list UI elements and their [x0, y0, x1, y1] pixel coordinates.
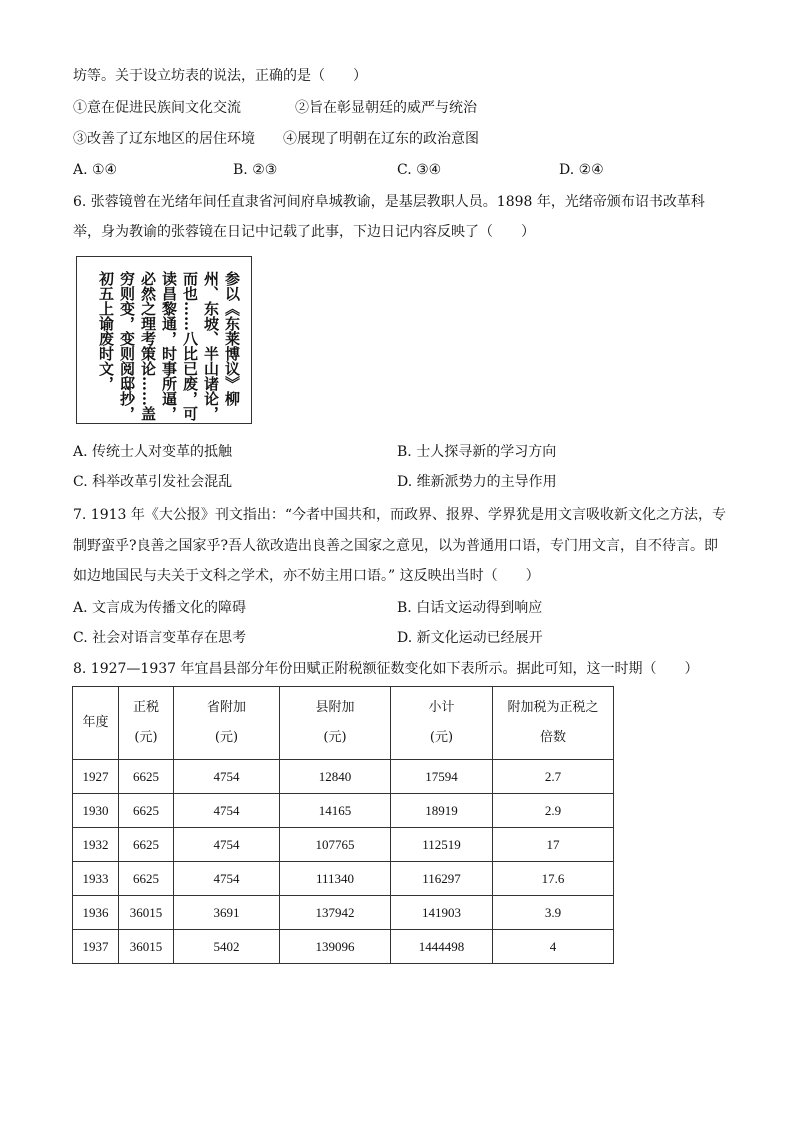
cell-ratio: 2.7	[493, 760, 614, 794]
q7-option-a: A. 文言成为传播文化的障碍	[73, 600, 247, 616]
table-row	[73, 794, 614, 828]
cell-county: 12840	[280, 760, 391, 794]
q6-option-a: A. 传统士人对变革的抵触	[73, 444, 233, 460]
cell-main-tax: 6625	[119, 828, 174, 862]
table-row	[73, 930, 614, 964]
cell-provincial: 4754	[174, 760, 280, 794]
header-main-tax: 正税 (元)	[119, 687, 174, 760]
cell-subtotal: 17594	[391, 760, 493, 794]
q5-option-d: D. ②④	[559, 162, 604, 178]
q7-stem-line-3: 如边地国民与夫关于文科之学术，亦不妨主用口语。” 这反映出当时（ ）	[73, 568, 540, 584]
cell-provincial: 3691	[174, 896, 280, 930]
q6-option-d: D. 维新派势力的主导作用	[397, 474, 557, 490]
header-year: 年度	[73, 687, 119, 760]
q5-item-4: ④展现了明朝在辽东的政治意图	[283, 131, 479, 147]
cell-ratio: 4	[493, 930, 614, 964]
q5-item-2: ②旨在彰显朝廷的威严与统治	[295, 100, 477, 116]
excerpt-column-1: 参以《东莱博议》柳	[223, 271, 241, 406]
cell-county: 137942	[280, 896, 391, 930]
q6-option-b: B. 士人探寻新的学习方向	[397, 444, 557, 460]
cell-ratio: 2.9	[493, 794, 614, 828]
cell-subtotal: 18919	[391, 794, 493, 828]
q7-option-b: B. 白话文运动得到响应	[397, 600, 543, 616]
cell-ratio: 3.9	[493, 896, 614, 930]
cell-year: 1936	[73, 896, 119, 930]
q5-option-a: A. ①④	[73, 162, 118, 178]
cell-subtotal: 1444498	[391, 930, 493, 964]
cell-county: 111340	[280, 862, 391, 896]
cell-main-tax: 36015	[119, 930, 174, 964]
excerpt-column-6: 穷则变，变则阅邸抄，	[118, 271, 136, 421]
q5-item-1: ①意在促进民族间文化交流	[73, 100, 241, 116]
tax-table	[72, 686, 614, 964]
q5-stem: 坊等。关于设立坊表的说法，正确的是（ ）	[73, 68, 367, 84]
cell-county: 107765	[280, 828, 391, 862]
q5-item-3: ③改善了辽东地区的居住环境	[73, 131, 255, 147]
q7-option-c: C. 社会对语言变革存在思考	[73, 630, 247, 646]
excerpt-column-3: 而也……八比已废，可	[181, 271, 199, 421]
cell-year: 1930	[73, 794, 119, 828]
q7-option-d: D. 新文化运动已经展开	[397, 630, 543, 646]
cell-subtotal: 116297	[391, 862, 493, 896]
cell-year: 1933	[73, 862, 119, 896]
cell-ratio: 17.6	[493, 862, 614, 896]
cell-provincial: 4754	[174, 794, 280, 828]
cell-county: 139096	[280, 930, 391, 964]
q5-option-c: C. ③④	[397, 162, 442, 178]
diary-excerpt-box	[76, 256, 252, 424]
cell-main-tax: 6625	[119, 862, 174, 896]
cell-year: 1937	[73, 930, 119, 964]
header-subtotal: 小计 (元)	[391, 687, 493, 760]
q7-stem-line-1: 7. 1913 年《大公报》刊文指出：“今者中国共和，而政界、报界、学界犹是用文言吸收新文化之方法，专	[73, 507, 727, 523]
cell-main-tax: 6625	[119, 760, 174, 794]
header-provincial-surcharge: 省附加 (元)	[174, 687, 280, 760]
q6-option-c: C. 科举改革引发社会混乱	[73, 474, 233, 490]
cell-provincial: 4754	[174, 862, 280, 896]
q7-stem-line-2: 制野蛮乎?良善之国家乎?吾人欲改造出良善之国家之意见，以为普通用口语，专门用文言，自不待言。即	[73, 538, 719, 554]
cell-year: 1927	[73, 760, 119, 794]
cell-main-tax: 6625	[119, 794, 174, 828]
excerpt-column-7: 初五上谕废时文，	[97, 271, 115, 391]
table-row	[73, 828, 614, 862]
table-row	[73, 760, 614, 794]
cell-year: 1932	[73, 828, 119, 862]
q5-option-b: B. ②③	[233, 162, 278, 178]
cell-main-tax: 36015	[119, 896, 174, 930]
excerpt-column-4: 读昌黎通，时事所逼，	[160, 271, 178, 421]
table-header-row	[73, 687, 614, 760]
cell-county: 14165	[280, 794, 391, 828]
cell-subtotal: 141903	[391, 896, 493, 930]
q6-stem-line-1: 6. 张蓉镜曾在光绪年间任直隶省河间府阜城教谕，是基层教职人员。1898 年，光绪帝颁布诏书改革科	[73, 194, 705, 210]
excerpt-column-2: 州、东坡、半山诸论，	[202, 271, 220, 421]
table-row	[73, 862, 614, 896]
header-ratio: 附加税为正税之 倍数	[493, 687, 614, 760]
q6-stem-line-2: 举，身为教谕的张蓉镜在日记中记载了此事，下边日记内容反映了（ ）	[73, 224, 535, 240]
cell-provincial: 5402	[174, 930, 280, 964]
header-county-surcharge: 县附加 (元)	[280, 687, 391, 760]
table-row	[73, 896, 614, 930]
cell-subtotal: 112519	[391, 828, 493, 862]
q8-stem: 8. 1927—1937 年宜昌县部分年份田赋正附税额征数变化如下表所示。据此可知，这一时期（ ）	[73, 661, 699, 677]
cell-ratio: 17	[493, 828, 614, 862]
excerpt-column-5: 必然之理考策论……盖	[139, 271, 157, 421]
cell-provincial: 4754	[174, 828, 280, 862]
